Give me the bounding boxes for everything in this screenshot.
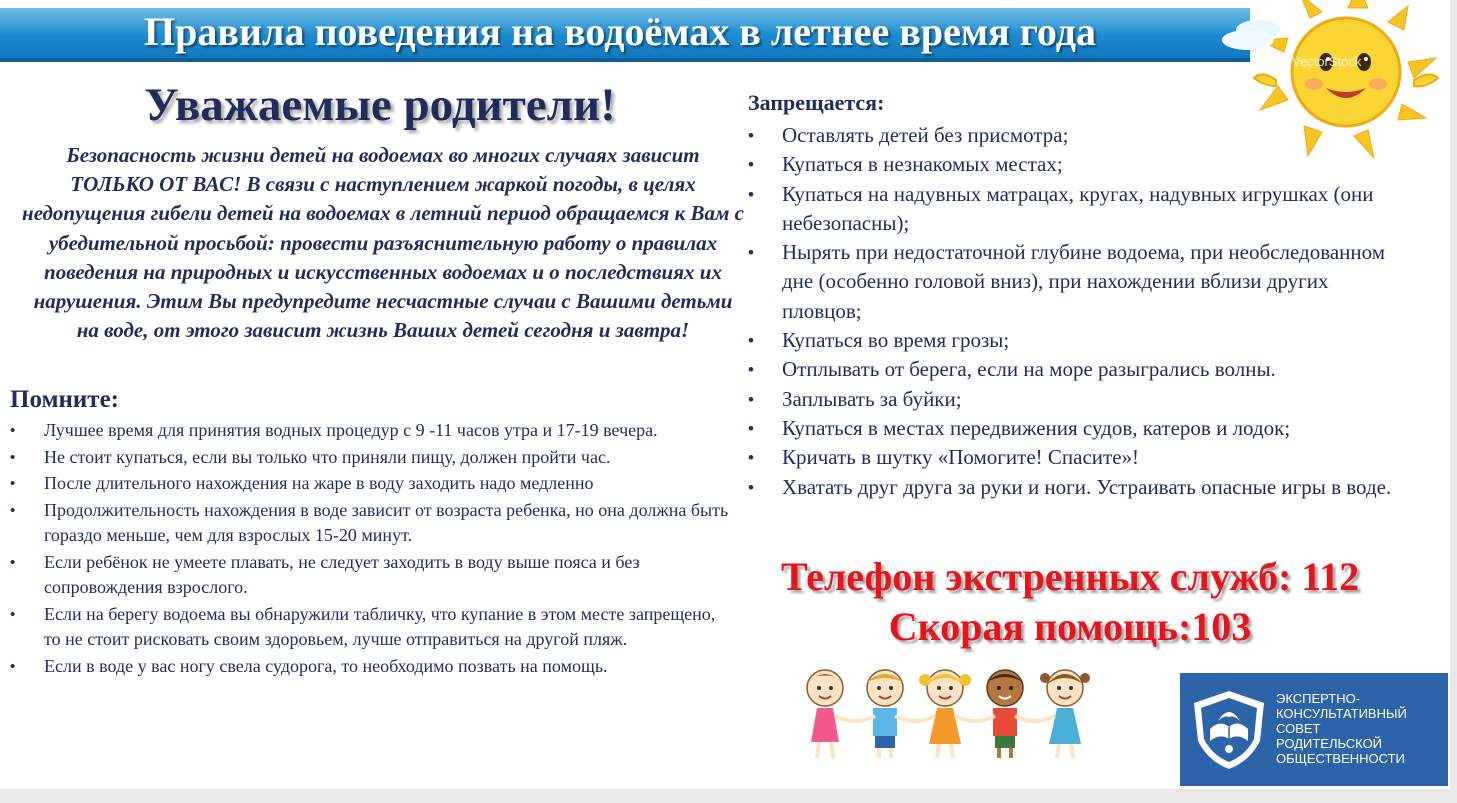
list-item: • Если на берегу водоема вы обнаружили табличку, что купание в этом месте запрещено, то не стоит рисковать своим здоровьем, лучше отправиться на другой пляж.	[10, 602, 735, 653]
page-title: Правила поведения на водоёмах в летнее время года	[144, 9, 1096, 54]
kid-2	[867, 670, 903, 758]
emergency-phone: Телефон экстренных служб: 112	[780, 554, 1360, 599]
emblem-icon	[1190, 689, 1268, 771]
kid-5	[1040, 670, 1090, 758]
logo-line: СОВЕТ	[1276, 721, 1321, 736]
forbidden-heading: Запрещается:	[748, 90, 885, 115]
kid-4	[987, 670, 1023, 758]
remember-heading: Помните:	[10, 386, 120, 413]
list-item: • Заплывать за буйки;	[748, 385, 1408, 414]
council-logo	[1180, 673, 1448, 786]
forbidden-list	[748, 121, 1408, 502]
logo-line: КОНСУЛЬТАТИВНЫЙ	[1276, 706, 1407, 721]
watermark: VectorStock	[1292, 54, 1362, 69]
list-item: • Нырять при недостаточной глубине водоема, при необследованном дне (особенно головой вниз), при нахождении вблизи других пловцов;	[748, 238, 1408, 326]
logo-line: ЭКСПЕРТНО-	[1276, 691, 1361, 706]
list-item: • Кричать в шутку «Помогите! Спасите»!	[748, 443, 1408, 472]
ambulance-phone: Скорая помощь:103	[888, 604, 1252, 649]
kid-1	[807, 670, 843, 758]
logo-line: РОДИТЕЛЬСКОЙ	[1276, 736, 1383, 751]
list-item: • Продолжительность нахождения в воде зависит от возраста ребенка, но она должна быть гораздо меньше, чем для взрослых 15-20 минут.	[10, 498, 735, 549]
children-illustration	[795, 660, 1095, 760]
list-item: • Купаться на надувных матрацах, кругах, надувных игрушках (они небезопасны);	[748, 180, 1408, 239]
list-item: • Не стоит купаться, если вы только что приняли пищу, должен пройти час.	[10, 445, 735, 471]
list-item: • Отплывать от берега, если на море разыгрались волны.	[748, 355, 1408, 384]
list-item: • Если в воде у вас ногу свела судорога, то необходимо позвать на помощь.	[10, 654, 735, 680]
list-item: • Купаться в местах передвижения судов, катеров и лодок;	[748, 414, 1408, 443]
list-item: • Купаться во время грозы;	[748, 326, 1408, 355]
sun-face	[1292, 18, 1400, 126]
kid-3	[919, 670, 971, 758]
list-item: • Оставлять детей без присмотра;	[748, 121, 1408, 150]
list-item: • Хватать друг друга за руки и ноги. Устраивать опасные игры в воде.	[748, 473, 1408, 502]
appeal-paragraph: Безопасность жизни детей на водоемах во многих случаях зависит ТОЛЬКО ОТ ВАС! В связи с наступлением жаркой погоды, в целях недопущения гибели детей на водоемах в летний период обращаемся к Вам с убедительной просьбой: провести разъяснительную работу о правилах поведения на природных и искусственных водоемах и о последствиях их нарушения. Этим Вы предупредите несчастные случаи с Вашими детьми на воде, от этого зависит жизнь Ваших детей сегодня и завтра!	[22, 143, 744, 343]
list-item: • Если ребёнок не умеете плавать, не следует заходить в воду выше пояса и без сопровождения взрослого.	[10, 550, 735, 601]
council-name	[1276, 691, 1446, 766]
logo-line: ОБЩЕСТВЕННОСТИ	[1276, 751, 1405, 766]
greeting-heading: Уважаемые родители!	[144, 79, 616, 131]
remember-list	[10, 418, 735, 680]
header-bar	[0, 8, 1250, 58]
list-item: • После длительного нахождения на жаре в воду заходить надо медленно	[10, 471, 735, 497]
list-item: • Лучшее время для принятия водных процедур с 9 -11 часов утра и 17-19 вечера.	[10, 418, 735, 444]
list-item: • Купаться в незнакомых местах;	[748, 150, 1408, 179]
